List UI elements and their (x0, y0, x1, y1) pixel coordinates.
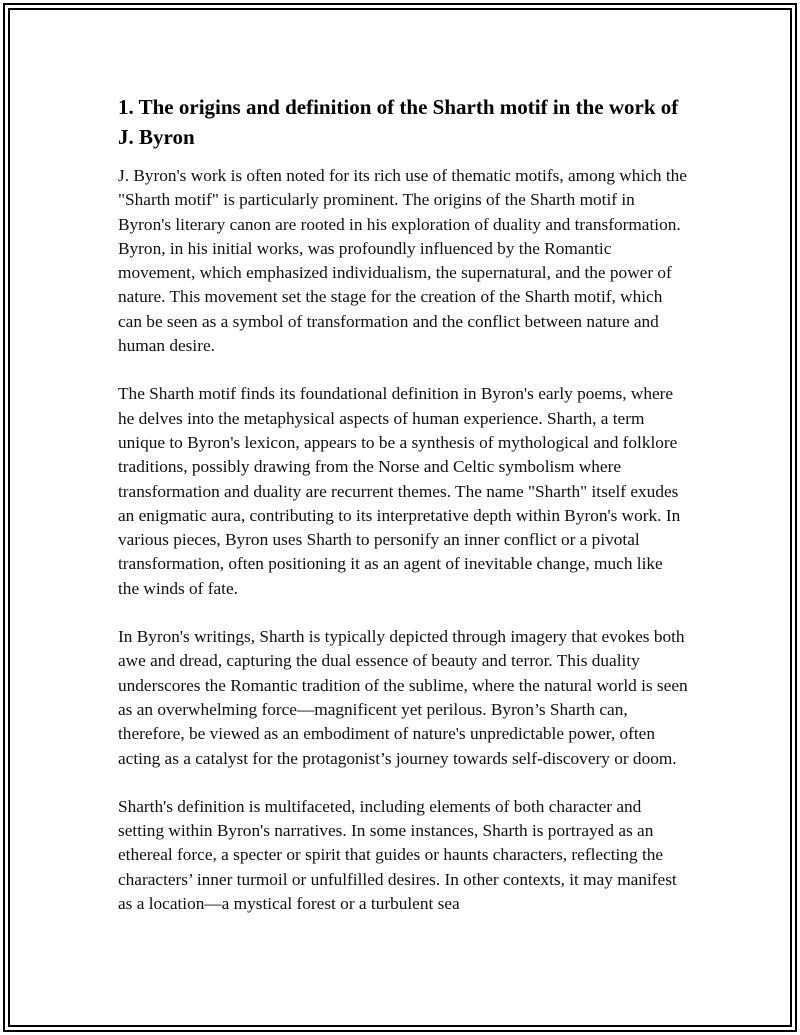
paragraph-4: Sharth's definition is multifaceted, including elements of both character and setting within Byron's narratives. In some instances, Sharth is portrayed as an ethereal force, a specter or spirit that guides or haunts characters, reflecting the characters’ inner turmoil or unfulfilled desires. In other contexts, it may manifest as a location—a mystical forest or a turbulent sea (118, 796, 677, 914)
paragraph-3: In Byron's writings, Sharth is typically depicted through imagery that evokes both awe and dread, capturing the dual essence of beauty and terror. This duality underscores the Romantic tradition of the sublime, where the natural world is seen as an overwhelming force—magnificent yet perilous. Byron’s Sharth can, therefore, be viewed as an embodiment of nature's unpredictable power, often acting as a catalyst for the protagonist’s journey towards self-discovery or doom. (118, 627, 688, 768)
paragraph-1: J. Byron's work is often noted for its rich use of thematic motifs, among which the "Sharth motif" is particularly prominent. The origins of the Sharth motif in Byron's literary canon are rooted in his exploration of duality and transformation. Byron, in his initial works, was profoundly influenced by the Romantic movement, which emphasized individualism, the supernatural, and the power of nature. This movement set the stage for the creation of the Sharth motif, which can be seen as a symbol of transformation and the conflict between nature and human desire. (118, 166, 687, 356)
section-heading: 1. The origins and definition of the Sharth motif in the work of J. Byron (118, 95, 679, 149)
document-body (118, 92, 688, 940)
paragraph-2: The Sharth motif finds its foundational definition in Byron's early poems, where he delves into the metaphysical aspects of human experience. Sharth, a term unique to Byron's lexicon, appears to be a synthesis of mythological and folklore traditions, possibly drawing from the Norse and Celtic symbolism where transformation and duality are recurrent themes. The name "Sharth" itself exudes an enigmatic aura, contributing to its interpretative depth within Byron's work. In various pieces, Byron uses Sharth to personify an inner conflict or a pivotal transformation, often positioning it as an agent of inevitable change, much like the winds of fate. (118, 384, 681, 598)
